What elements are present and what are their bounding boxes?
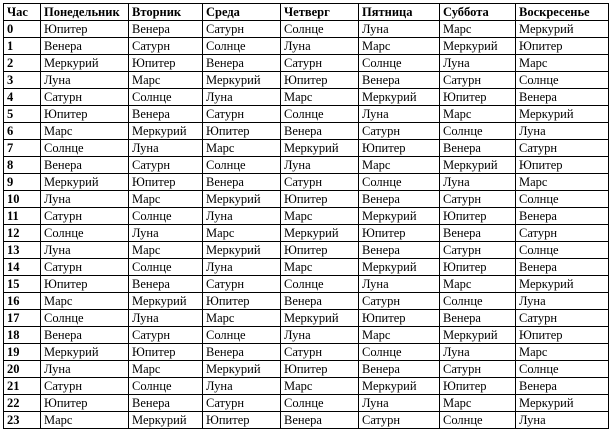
planet-cell-wednesday: Сатурн (203, 276, 281, 293)
planet-cell-monday: Юпитер (41, 21, 129, 38)
planet-cell-saturday: Сатурн (440, 191, 516, 208)
header-thursday: Четверг (281, 4, 359, 21)
planet-cell-saturday: Марс (440, 106, 516, 123)
planet-cell-wednesday: Венера (203, 55, 281, 72)
planet-cell-thursday: Луна (281, 327, 359, 344)
planet-cell-thursday: Венера (281, 123, 359, 140)
planet-cell-tuesday: Солнце (129, 378, 203, 395)
planet-cell-monday: Солнце (41, 310, 129, 327)
planet-cell-thursday: Сатурн (281, 174, 359, 191)
planet-cell-sunday: Меркурий (516, 276, 609, 293)
planet-cell-tuesday: Меркурий (129, 412, 203, 429)
planet-cell-friday: Луна (359, 276, 440, 293)
planet-cell-thursday: Юпитер (281, 242, 359, 259)
table-row (4, 55, 609, 72)
hour-cell: 8 (4, 157, 41, 174)
planet-cell-sunday: Венера (516, 89, 609, 106)
planet-cell-wednesday: Меркурий (203, 191, 281, 208)
planet-cell-wednesday: Юпитер (203, 123, 281, 140)
table-row (4, 157, 609, 174)
hour-cell: 6 (4, 123, 41, 140)
header-friday: Пятница (359, 4, 440, 21)
planet-cell-tuesday: Луна (129, 225, 203, 242)
hour-cell: 23 (4, 412, 41, 429)
planet-cell-friday: Меркурий (359, 89, 440, 106)
planet-cell-tuesday: Марс (129, 191, 203, 208)
planet-cell-wednesday: Луна (203, 259, 281, 276)
planet-cell-saturday: Луна (440, 55, 516, 72)
header-hour: Час (4, 4, 41, 21)
planet-cell-monday: Солнце (41, 140, 129, 157)
planet-cell-thursday: Меркурий (281, 310, 359, 327)
planet-cell-sunday: Сатурн (516, 310, 609, 327)
planet-cell-thursday: Юпитер (281, 72, 359, 89)
planet-cell-monday: Луна (41, 191, 129, 208)
planet-cell-wednesday: Луна (203, 208, 281, 225)
hour-cell: 9 (4, 174, 41, 191)
planet-cell-saturday: Венера (440, 140, 516, 157)
planet-cell-thursday: Солнце (281, 395, 359, 412)
planetary-hours-table-container (3, 3, 609, 429)
planet-cell-friday: Солнце (359, 174, 440, 191)
planet-cell-tuesday: Меркурий (129, 293, 203, 310)
header-tuesday: Вторник (129, 4, 203, 21)
planet-cell-friday: Марс (359, 327, 440, 344)
header-wednesday: Среда (203, 4, 281, 21)
planet-cell-saturday: Меркурий (440, 38, 516, 55)
hour-cell: 11 (4, 208, 41, 225)
header-row (4, 4, 609, 21)
header-sunday: Воскресенье (516, 4, 609, 21)
hour-cell: 13 (4, 242, 41, 259)
planet-cell-friday: Сатурн (359, 293, 440, 310)
planet-cell-monday: Сатурн (41, 89, 129, 106)
planet-cell-sunday: Марс (516, 344, 609, 361)
planet-cell-tuesday: Юпитер (129, 174, 203, 191)
planet-cell-monday: Юпитер (41, 276, 129, 293)
planet-cell-thursday: Юпитер (281, 361, 359, 378)
planet-cell-sunday: Солнце (516, 242, 609, 259)
planet-cell-sunday: Юпитер (516, 327, 609, 344)
table-row (4, 225, 609, 242)
planet-cell-sunday: Меркурий (516, 21, 609, 38)
planet-cell-tuesday: Венера (129, 276, 203, 293)
planet-cell-tuesday: Меркурий (129, 123, 203, 140)
planet-cell-monday: Луна (41, 72, 129, 89)
planet-cell-saturday: Марс (440, 21, 516, 38)
hour-cell: 0 (4, 21, 41, 38)
planet-cell-friday: Венера (359, 361, 440, 378)
planet-cell-tuesday: Солнце (129, 208, 203, 225)
planet-cell-wednesday: Солнце (203, 157, 281, 174)
hour-cell: 16 (4, 293, 41, 310)
planet-cell-wednesday: Солнце (203, 327, 281, 344)
planet-cell-tuesday: Сатурн (129, 38, 203, 55)
planet-cell-thursday: Юпитер (281, 191, 359, 208)
planet-cell-saturday: Юпитер (440, 89, 516, 106)
planet-cell-thursday: Сатурн (281, 344, 359, 361)
planet-cell-thursday: Солнце (281, 106, 359, 123)
planet-cell-wednesday: Сатурн (203, 21, 281, 38)
planet-cell-wednesday: Венера (203, 174, 281, 191)
planet-cell-saturday: Луна (440, 174, 516, 191)
table-row (4, 344, 609, 361)
table-row (4, 106, 609, 123)
planet-cell-sunday: Марс (516, 55, 609, 72)
planet-cell-saturday: Солнце (440, 123, 516, 140)
planet-cell-sunday: Солнце (516, 191, 609, 208)
planet-cell-saturday: Юпитер (440, 208, 516, 225)
planet-cell-friday: Меркурий (359, 208, 440, 225)
planet-cell-sunday: Луна (516, 412, 609, 429)
planet-cell-wednesday: Солнце (203, 38, 281, 55)
planet-cell-sunday: Венера (516, 208, 609, 225)
table-row (4, 89, 609, 106)
hour-cell: 19 (4, 344, 41, 361)
table-body (4, 21, 609, 429)
planet-cell-wednesday: Меркурий (203, 242, 281, 259)
hour-cell: 3 (4, 72, 41, 89)
planet-cell-sunday: Луна (516, 123, 609, 140)
table-row (4, 310, 609, 327)
table-header (4, 4, 609, 21)
planet-cell-friday: Венера (359, 242, 440, 259)
planet-cell-friday: Луна (359, 21, 440, 38)
planet-cell-tuesday: Марс (129, 242, 203, 259)
planet-cell-tuesday: Марс (129, 72, 203, 89)
hour-cell: 4 (4, 89, 41, 106)
planet-cell-sunday: Марс (516, 174, 609, 191)
planet-cell-saturday: Венера (440, 310, 516, 327)
planet-cell-tuesday: Луна (129, 140, 203, 157)
planet-cell-thursday: Луна (281, 157, 359, 174)
planet-cell-monday: Марс (41, 412, 129, 429)
hour-cell: 17 (4, 310, 41, 327)
planet-cell-saturday: Меркурий (440, 327, 516, 344)
table-row (4, 72, 609, 89)
planet-cell-wednesday: Венера (203, 344, 281, 361)
hour-cell: 10 (4, 191, 41, 208)
planet-cell-saturday: Сатурн (440, 361, 516, 378)
planet-cell-sunday: Меркурий (516, 395, 609, 412)
table-row (4, 259, 609, 276)
table-row (4, 191, 609, 208)
planet-cell-friday: Венера (359, 191, 440, 208)
planet-cell-friday: Сатурн (359, 123, 440, 140)
planet-cell-tuesday: Юпитер (129, 344, 203, 361)
planet-cell-thursday: Меркурий (281, 225, 359, 242)
planet-cell-saturday: Марс (440, 276, 516, 293)
planet-cell-wednesday: Марс (203, 140, 281, 157)
planet-cell-monday: Луна (41, 242, 129, 259)
planet-cell-friday: Марс (359, 157, 440, 174)
planet-cell-wednesday: Меркурий (203, 72, 281, 89)
planet-cell-tuesday: Солнце (129, 89, 203, 106)
planet-cell-thursday: Меркурий (281, 140, 359, 157)
planet-cell-thursday: Солнце (281, 21, 359, 38)
planet-cell-saturday: Марс (440, 395, 516, 412)
planetary-hours-table (3, 3, 609, 429)
planet-cell-monday: Юпитер (41, 395, 129, 412)
planet-cell-saturday: Юпитер (440, 259, 516, 276)
planet-cell-monday: Меркурий (41, 174, 129, 191)
planet-cell-tuesday: Солнце (129, 259, 203, 276)
planet-cell-tuesday: Венера (129, 21, 203, 38)
planet-cell-friday: Венера (359, 72, 440, 89)
planet-cell-thursday: Сатурн (281, 55, 359, 72)
planet-cell-wednesday: Луна (203, 378, 281, 395)
planet-cell-wednesday: Юпитер (203, 293, 281, 310)
table-row (4, 242, 609, 259)
table-row (4, 395, 609, 412)
hour-cell: 1 (4, 38, 41, 55)
table-row (4, 361, 609, 378)
planet-cell-wednesday: Марс (203, 225, 281, 242)
planet-cell-sunday: Меркурий (516, 106, 609, 123)
header-saturday: Суббота (440, 4, 516, 21)
planet-cell-thursday: Марс (281, 378, 359, 395)
planet-cell-monday: Венера (41, 38, 129, 55)
hour-cell: 18 (4, 327, 41, 344)
planet-cell-sunday: Юпитер (516, 157, 609, 174)
planet-cell-friday: Луна (359, 106, 440, 123)
planet-cell-monday: Меркурий (41, 344, 129, 361)
planet-cell-friday: Солнце (359, 344, 440, 361)
table-row (4, 276, 609, 293)
planet-cell-monday: Юпитер (41, 106, 129, 123)
hour-cell: 15 (4, 276, 41, 293)
planet-cell-thursday: Венера (281, 293, 359, 310)
table-row (4, 123, 609, 140)
table-row (4, 174, 609, 191)
planet-cell-monday: Сатурн (41, 208, 129, 225)
planet-cell-monday: Сатурн (41, 378, 129, 395)
planet-cell-sunday: Юпитер (516, 38, 609, 55)
planet-cell-monday: Венера (41, 157, 129, 174)
hour-cell: 7 (4, 140, 41, 157)
planet-cell-friday: Юпитер (359, 310, 440, 327)
table-row (4, 38, 609, 55)
planet-cell-monday: Сатурн (41, 259, 129, 276)
planet-cell-friday: Меркурий (359, 378, 440, 395)
planet-cell-thursday: Марс (281, 208, 359, 225)
table-row (4, 412, 609, 429)
table-row (4, 21, 609, 38)
planet-cell-tuesday: Сатурн (129, 327, 203, 344)
hour-cell: 20 (4, 361, 41, 378)
planet-cell-sunday: Венера (516, 378, 609, 395)
planet-cell-sunday: Сатурн (516, 140, 609, 157)
planet-cell-friday: Марс (359, 38, 440, 55)
header-monday: Понедельник (41, 4, 129, 21)
planet-cell-monday: Венера (41, 327, 129, 344)
planet-cell-thursday: Венера (281, 412, 359, 429)
planet-cell-saturday: Венера (440, 225, 516, 242)
table-row (4, 327, 609, 344)
hour-cell: 22 (4, 395, 41, 412)
hour-cell: 14 (4, 259, 41, 276)
table-row (4, 378, 609, 395)
hour-cell: 21 (4, 378, 41, 395)
planet-cell-monday: Меркурий (41, 55, 129, 72)
planet-cell-tuesday: Венера (129, 106, 203, 123)
planet-cell-saturday: Луна (440, 344, 516, 361)
table-row (4, 140, 609, 157)
planet-cell-saturday: Сатурн (440, 72, 516, 89)
planet-cell-friday: Сатурн (359, 412, 440, 429)
planet-cell-saturday: Солнце (440, 293, 516, 310)
planet-cell-monday: Луна (41, 361, 129, 378)
planet-cell-monday: Солнце (41, 225, 129, 242)
planet-cell-sunday: Солнце (516, 72, 609, 89)
planet-cell-wednesday: Луна (203, 89, 281, 106)
planet-cell-thursday: Луна (281, 38, 359, 55)
planet-cell-thursday: Марс (281, 89, 359, 106)
planet-cell-sunday: Венера (516, 259, 609, 276)
planet-cell-saturday: Юпитер (440, 378, 516, 395)
planet-cell-tuesday: Луна (129, 310, 203, 327)
planet-cell-monday: Марс (41, 123, 129, 140)
planet-cell-saturday: Сатурн (440, 242, 516, 259)
planet-cell-sunday: Сатурн (516, 225, 609, 242)
planet-cell-friday: Юпитер (359, 140, 440, 157)
hour-cell: 2 (4, 55, 41, 72)
planet-cell-thursday: Марс (281, 259, 359, 276)
planet-cell-wednesday: Марс (203, 310, 281, 327)
planet-cell-wednesday: Юпитер (203, 412, 281, 429)
planet-cell-wednesday: Сатурн (203, 106, 281, 123)
planet-cell-friday: Солнце (359, 55, 440, 72)
planet-cell-thursday: Солнце (281, 276, 359, 293)
planet-cell-wednesday: Меркурий (203, 361, 281, 378)
planet-cell-sunday: Солнце (516, 361, 609, 378)
hour-cell: 12 (4, 225, 41, 242)
planet-cell-sunday: Луна (516, 293, 609, 310)
table-row (4, 293, 609, 310)
planet-cell-tuesday: Марс (129, 361, 203, 378)
planet-cell-tuesday: Сатурн (129, 157, 203, 174)
planet-cell-tuesday: Венера (129, 395, 203, 412)
table-row (4, 208, 609, 225)
planet-cell-tuesday: Юпитер (129, 55, 203, 72)
planet-cell-friday: Меркурий (359, 259, 440, 276)
planet-cell-friday: Юпитер (359, 225, 440, 242)
planet-cell-monday: Марс (41, 293, 129, 310)
planet-cell-wednesday: Сатурн (203, 395, 281, 412)
planet-cell-friday: Луна (359, 395, 440, 412)
planet-cell-saturday: Солнце (440, 412, 516, 429)
planet-cell-saturday: Меркурий (440, 157, 516, 174)
hour-cell: 5 (4, 106, 41, 123)
